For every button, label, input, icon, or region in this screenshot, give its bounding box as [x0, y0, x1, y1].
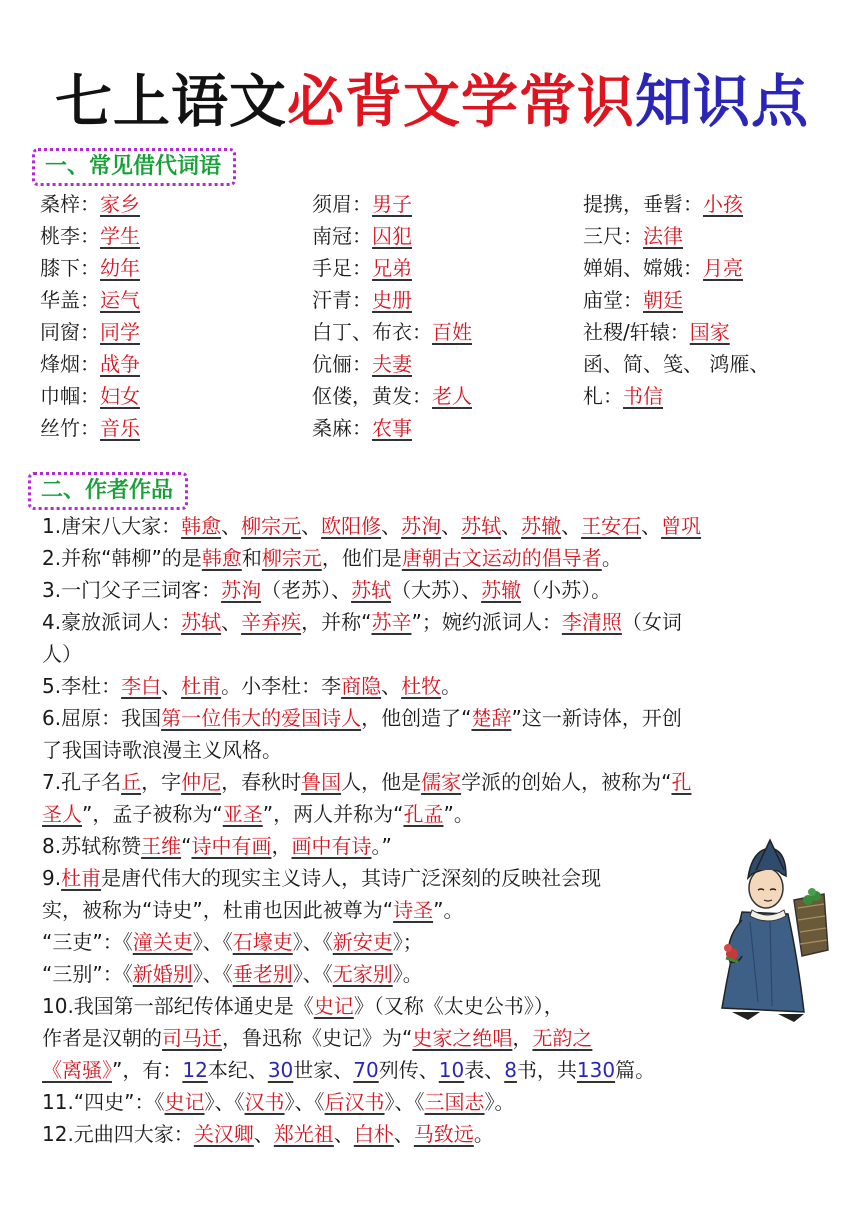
metonymy-item: [583, 188, 743, 220]
meaning: 法律: [643, 224, 683, 248]
answer-text: 三国志: [424, 1090, 485, 1114]
meaning: 书信: [623, 384, 663, 408]
metonymy-item: [312, 348, 412, 380]
meaning: 男子: [372, 192, 412, 216]
answer-text: 鲁国: [301, 770, 342, 794]
meaning: 同学: [100, 320, 140, 344]
meaning: 老人: [432, 384, 472, 408]
plain-text: ”，孟子被称为“: [82, 802, 223, 826]
plain-text: 、: [441, 514, 462, 538]
plain-text: 》、《: [204, 1090, 245, 1114]
answer-text: 王安石: [581, 514, 642, 538]
metonymy-item: [40, 348, 140, 380]
plain-text: 书，共: [516, 1058, 577, 1082]
answer-text: 柳宗元: [261, 546, 322, 570]
section-heading-authors: 二、作者作品: [28, 472, 188, 510]
plain-text: 、: [253, 1122, 274, 1146]
term: 伉俪：: [312, 352, 372, 376]
meaning: 月亮: [703, 256, 743, 280]
list-item: [42, 542, 842, 574]
answer-text: 史家之绝唱: [412, 1026, 513, 1050]
plain-text: 》。: [484, 1090, 515, 1114]
answer-text: 李清照: [561, 610, 622, 634]
term: 庙堂：: [583, 288, 643, 312]
answer-text: 苏轼: [351, 578, 392, 602]
answer-number: 8: [504, 1058, 517, 1082]
answer-text: 《离骚》: [42, 1058, 112, 1082]
answer-text: 郑光祖: [273, 1122, 334, 1146]
meaning: 运气: [100, 288, 140, 312]
plain-text: ，字: [141, 770, 182, 794]
plain-text: 》、《: [192, 962, 233, 986]
answer-number: 10: [438, 1058, 465, 1082]
plain-text: 》、《: [192, 930, 233, 954]
meaning: 夫妻: [372, 352, 412, 376]
answer-text: 无家别: [332, 962, 393, 986]
plain-text: 》、《: [284, 1090, 325, 1114]
plain-text: 2.并称“韩柳”的是: [42, 546, 202, 570]
metonymy-item: [583, 252, 743, 284]
plain-text: 》、《: [292, 962, 333, 986]
term: 提携，垂髫：: [583, 192, 703, 216]
list-item: [42, 670, 842, 702]
plain-text: ”这一新诗体，开创: [511, 706, 682, 730]
answer-text: 李白: [121, 674, 162, 698]
meaning: 家乡: [100, 192, 140, 216]
meaning: 幼年: [100, 256, 140, 280]
title-part-1: 七上语文: [55, 68, 287, 135]
plain-text: 7.孔子名: [42, 770, 122, 794]
metonymy-item: [40, 284, 140, 316]
answer-number: 12: [182, 1058, 208, 1082]
list-item: [42, 606, 842, 638]
metonymy-item: [40, 412, 140, 444]
metonymy-item: [40, 316, 140, 348]
answer-text: 汉书: [244, 1090, 285, 1114]
metonymy-item: [312, 252, 412, 284]
list-item: [42, 574, 842, 606]
plain-text: ，并称“: [301, 610, 372, 634]
answer-text: 韩愈: [181, 514, 222, 538]
answer-text: 诗中有画: [191, 834, 272, 858]
answer-text: 苏洵: [401, 514, 442, 538]
plain-text: ，他们是: [321, 546, 402, 570]
plain-text: 、: [381, 674, 402, 698]
metonymy-item: [583, 380, 663, 412]
term: 桑梓：: [40, 192, 100, 216]
meaning: 小孩: [703, 192, 743, 216]
answer-text: 关汉卿: [193, 1122, 254, 1146]
answer-text: 辛弃疾: [241, 610, 302, 634]
metonymy-item: [312, 380, 472, 412]
answer-text: 韩愈: [201, 546, 242, 570]
list-item: [42, 798, 842, 830]
answer-text: 杜甫: [61, 866, 102, 890]
plain-text: 表、: [464, 1058, 505, 1082]
answer-text: 白朴: [353, 1122, 394, 1146]
metonymy-item: [312, 284, 412, 316]
page-title: [0, 62, 864, 142]
term: 三尺：: [583, 224, 643, 248]
answer-text: 苏辙: [521, 514, 562, 538]
meaning: 学生: [100, 224, 140, 248]
plain-text: 》；: [392, 930, 423, 954]
plain-text: 。: [473, 1122, 494, 1146]
plain-text: ”，两人并称为“: [262, 802, 404, 826]
plain-text: 10.我国第一部纪传体通史是《: [42, 994, 314, 1018]
plain-text: 、: [561, 514, 582, 538]
plain-text: 12.元曲四大家：: [42, 1122, 194, 1146]
plain-text: 和: [241, 546, 262, 570]
metonymy-item: [40, 220, 140, 252]
plain-text: 了我国诗歌浪漫主义风格。: [42, 738, 282, 762]
plain-text: 列传、: [378, 1058, 439, 1082]
answer-text: 画中有诗: [291, 834, 372, 858]
term: 须眉：: [312, 192, 372, 216]
answer-text: 苏辛: [371, 610, 412, 634]
metonymy-item: [583, 284, 683, 316]
answer-text: 柳宗元: [241, 514, 302, 538]
meaning: 百姓: [432, 320, 472, 344]
answer-text: 圣人: [42, 802, 82, 826]
plain-text: 篇。: [615, 1058, 656, 1082]
title-part-2: 必背文学常识: [287, 68, 635, 135]
plain-text: ”。: [443, 802, 474, 826]
meaning: 农事: [372, 416, 412, 440]
plain-text: 》（又称《太史公书》），: [353, 994, 564, 1018]
plain-text: 、: [381, 514, 402, 538]
answer-text: 欧阳修: [321, 514, 382, 538]
plain-text: （小苏）。: [521, 578, 612, 602]
title-part-3: 知识点: [635, 68, 809, 135]
term: 桑麻：: [312, 416, 372, 440]
answer-text: 石壕吏: [232, 930, 293, 954]
meaning: 史册: [372, 288, 412, 312]
term: 社稷/轩辕：: [583, 320, 690, 344]
plain-text: 、: [221, 610, 242, 634]
answer-text: 杜甫: [181, 674, 222, 698]
plain-text: “三别”：《: [42, 962, 133, 986]
answer-text: 后汉书: [324, 1090, 385, 1114]
answer-text: 潼关吏: [132, 930, 193, 954]
plain-text: 、: [301, 514, 322, 538]
answer-text: 苏辙: [481, 578, 522, 602]
list-item: [42, 1054, 842, 1086]
answer-text: 孔孟: [403, 802, 444, 826]
meaning: 妇女: [100, 384, 140, 408]
term: 同窗：: [40, 320, 100, 344]
plain-text: 人）: [42, 642, 82, 666]
plain-text: 9.: [42, 866, 62, 890]
plain-text: ”；婉约派词人：: [411, 610, 562, 634]
answer-text: 仲尼: [181, 770, 222, 794]
plain-text: ”。: [433, 898, 464, 922]
term: 桃李：: [40, 224, 100, 248]
term: 伛偻，黄发：: [312, 384, 432, 408]
plain-text: ，春秋时: [221, 770, 302, 794]
plain-text: 、: [641, 514, 662, 538]
plain-text: “: [181, 834, 192, 858]
answer-text: 垂老别: [232, 962, 293, 986]
meaning: 兄弟: [372, 256, 412, 280]
answer-text: 史记: [164, 1090, 205, 1114]
plain-text: 》、《: [384, 1090, 425, 1114]
answer-text: 新安吏: [332, 930, 393, 954]
answer-text: 诗圣: [393, 898, 434, 922]
poet-illustration: [712, 830, 832, 1025]
answer-text: 苏洵: [221, 578, 262, 602]
meaning: 朝廷: [643, 288, 683, 312]
answer-text: 无韵之: [532, 1026, 593, 1050]
metonymy-item: [40, 188, 140, 220]
plain-text: 实，被称为“诗史”，杜甫也因此被尊为“: [42, 898, 394, 922]
plain-text: ”，有：: [112, 1058, 183, 1082]
metonymy-item: [40, 380, 140, 412]
meaning: 囚犯: [372, 224, 412, 248]
term: 巾帼：: [40, 384, 100, 408]
list-item: [42, 638, 842, 670]
meaning: 战争: [100, 352, 140, 376]
answer-text: 曾巩: [661, 514, 702, 538]
term: 华盖：: [40, 288, 100, 312]
answer-text: 新婚别: [132, 962, 193, 986]
answer-text: 孔: [671, 770, 692, 794]
term: 膝下：: [40, 256, 100, 280]
answer-number: 130: [576, 1058, 616, 1082]
metonymy-item: [40, 252, 140, 284]
plain-text: ，他创造了“: [361, 706, 472, 730]
plain-text: 本纪、: [207, 1058, 268, 1082]
section-heading-metonymy: 一、常见借代词语: [32, 148, 236, 186]
plain-text: 4.豪放派词人：: [42, 610, 182, 634]
plain-text: 、: [333, 1122, 354, 1146]
term: 函、简、笺、 鸿雁、: [583, 352, 770, 376]
answer-number: 30: [267, 1058, 294, 1082]
plain-text: 》、《: [292, 930, 333, 954]
plain-text: 、: [501, 514, 522, 538]
metonymy-item: [312, 220, 412, 252]
metonymy-item: [583, 348, 769, 380]
list-item: [42, 1022, 842, 1054]
list-item: [42, 766, 842, 798]
answer-text: 司马迁: [162, 1026, 222, 1050]
plain-text: ，: [512, 1026, 533, 1050]
meaning: 音乐: [100, 416, 140, 440]
answer-text: 王维: [141, 834, 182, 858]
metonymy-item: [312, 316, 472, 348]
plain-text: “三吏”：《: [42, 930, 133, 954]
term: 手足：: [312, 256, 372, 280]
plain-text: 5.李杜：: [42, 674, 122, 698]
plain-text: 》。: [392, 962, 423, 986]
plain-text: 。小李杜：李: [221, 674, 342, 698]
plain-text: 。: [601, 546, 622, 570]
plain-text: 11.“四史”：《: [42, 1090, 165, 1114]
metonymy-item: [312, 412, 412, 444]
plain-text: ，: [271, 834, 292, 858]
plain-text: 是唐代伟大的现实主义诗人，其诗广泛深刻的反映社会现: [101, 866, 602, 890]
answer-text: 楚辞: [471, 706, 512, 730]
term: 札：: [583, 384, 623, 408]
plain-text: 、: [161, 674, 182, 698]
plain-text: 、: [393, 1122, 414, 1146]
answer-number: 70: [353, 1058, 379, 1082]
list-item: [42, 702, 842, 734]
term: 汗青：: [312, 288, 372, 312]
answer-text: 史记: [313, 994, 354, 1018]
plain-text: 。: [441, 674, 462, 698]
plain-text: 人，他是: [341, 770, 422, 794]
plain-text: 1.唐宋八大家：: [42, 514, 182, 538]
list-item: [42, 1086, 842, 1118]
plain-text: ，鲁迅称《史记》为“: [222, 1026, 413, 1050]
plain-text: （老苏）、: [261, 578, 352, 602]
answer-text: 亚圣: [222, 802, 263, 826]
answer-text: 苏轼: [461, 514, 502, 538]
metonymy-item: [312, 188, 412, 220]
plain-text: 世家、: [293, 1058, 354, 1082]
list-item: [42, 1118, 842, 1150]
answer-text: 苏轼: [181, 610, 222, 634]
metonymy-item: [583, 316, 730, 348]
term: 南冠：: [312, 224, 372, 248]
plain-text: 作者是汉朝的: [42, 1026, 162, 1050]
answer-text: 第一位伟大的爱国诗人: [161, 706, 362, 730]
plain-text: （大苏）、: [391, 578, 482, 602]
answer-text: 商隐: [341, 674, 382, 698]
term: 白丁、布衣：: [312, 320, 432, 344]
plain-text: 学派的创始人，被称为“: [461, 770, 672, 794]
plain-text: 3.一门父子三词客：: [42, 578, 222, 602]
plain-text: 6.屈原：我国: [42, 706, 162, 730]
answer-text: 唐朝古文运动的倡导者: [401, 546, 602, 570]
list-item: [42, 734, 842, 766]
metonymy-item: [583, 220, 683, 252]
term: 丝竹：: [40, 416, 100, 440]
plain-text: 、: [221, 514, 242, 538]
plain-text: 8.苏轼称赞: [42, 834, 142, 858]
answer-text: 马致远: [413, 1122, 474, 1146]
term: 婵娟、嫦娥：: [583, 256, 703, 280]
plain-text: 。”: [371, 834, 392, 858]
plain-text: （女词: [621, 610, 682, 634]
answer-text: 杜牧: [401, 674, 442, 698]
answer-text: 儒家: [421, 770, 462, 794]
meaning: 国家: [689, 320, 730, 344]
term: 烽烟：: [40, 352, 100, 376]
answer-text: 丘: [121, 770, 142, 794]
list-item: [42, 510, 842, 542]
